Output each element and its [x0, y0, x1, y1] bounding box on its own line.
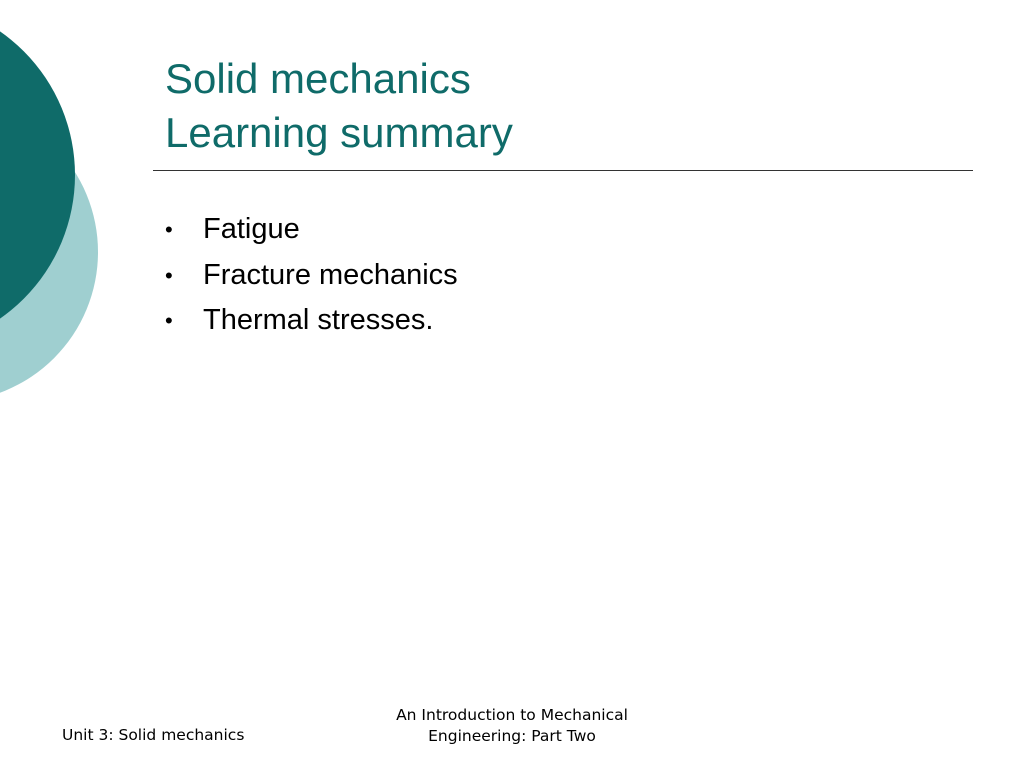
title-divider: [153, 170, 973, 171]
bullet-text: Fatigue: [203, 213, 300, 245]
title-line-1: Solid mechanics: [165, 55, 471, 102]
decorative-circles: [0, 0, 110, 400]
footer-unit-label: Unit 3: Solid mechanics: [62, 726, 245, 744]
bullet-text: Thermal stresses.: [203, 304, 434, 336]
bullet-list: [165, 207, 458, 344]
footer-course-line-2: Engineering: Part Two: [428, 727, 596, 745]
bullet-dot-icon: •: [165, 308, 173, 333]
slide-title: [165, 52, 513, 160]
bullet-item: [165, 298, 458, 344]
bullet-dot-icon: •: [165, 217, 173, 242]
bullet-item: [165, 207, 458, 253]
footer-course-line-1: An Introduction to Mechanical: [396, 706, 628, 724]
title-line-2: Learning summary: [165, 109, 513, 156]
bullet-item: [165, 253, 458, 299]
bullet-dot-icon: •: [165, 262, 173, 288]
footer-course-title: [360, 705, 664, 747]
bullet-text: Fracture mechanics: [203, 258, 458, 291]
